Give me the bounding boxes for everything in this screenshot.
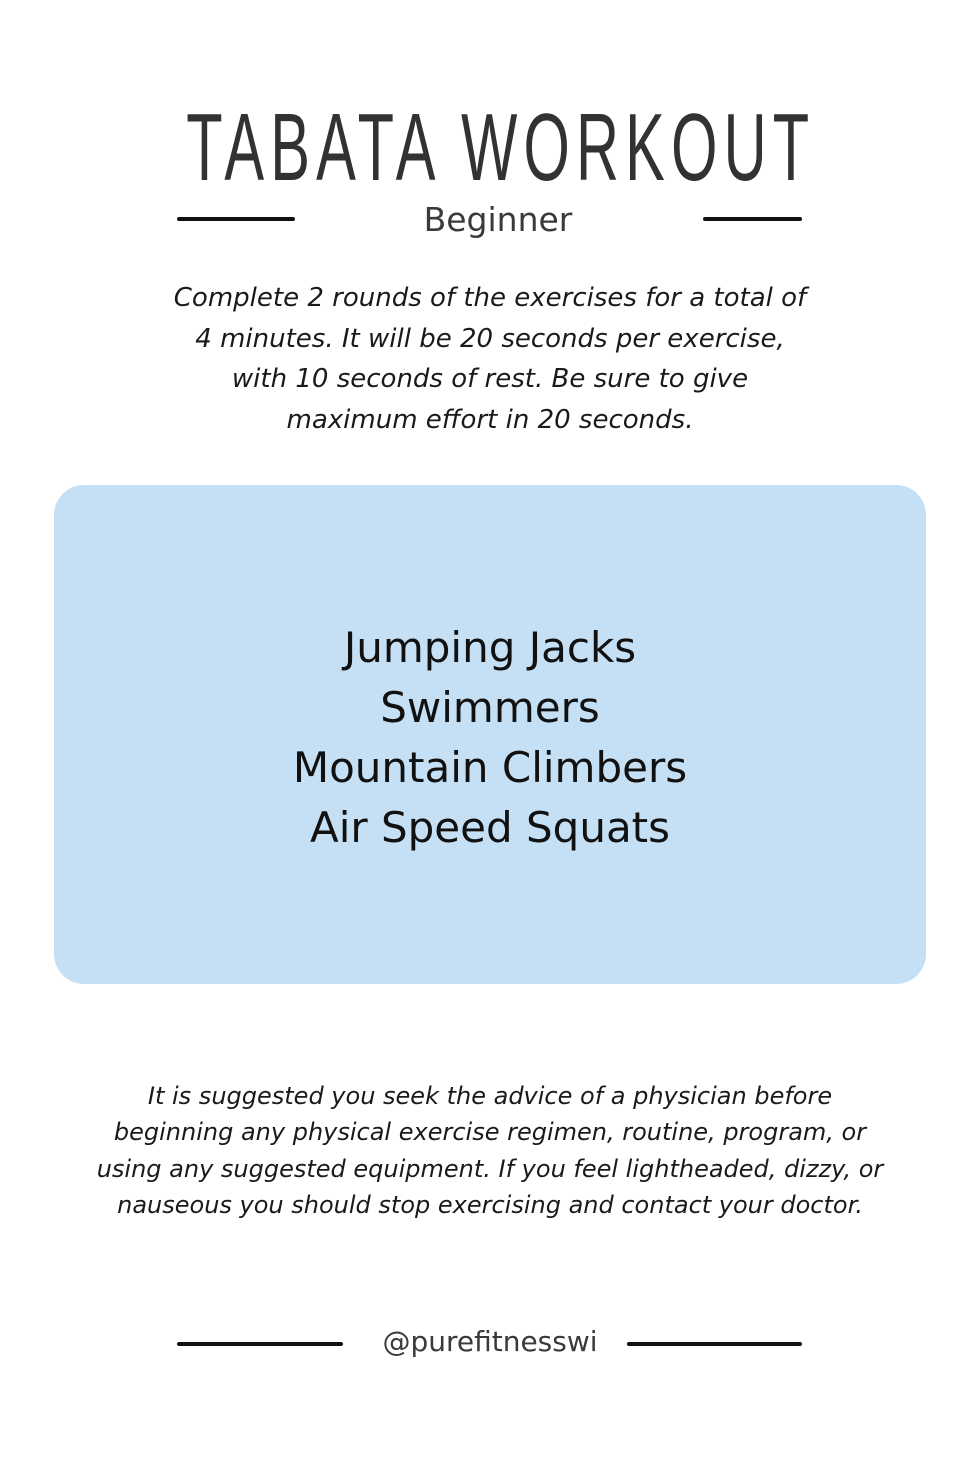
right-divider (627, 1342, 802, 1346)
exercise-item: Mountain Climbers (292, 743, 688, 792)
subtitle-row (0, 200, 980, 240)
disclaimer-text: It is suggested you seek the advice of a physician before beginning any physical exercise regimen, routine, program, or using any suggested equipment. If you feel lightheaded, dizzy, or nauseous you should stop exercising and contact your doctor. (96, 1082, 884, 1219)
page-title: TABATA WORKOUT (186, 94, 816, 201)
intro-text: Complete 2 rounds of the exercises for a total of 4 minutes. It will be 20 seconds per exercise, with 10 seconds of rest. Be sure to give maximum effort in 20 seconds. (173, 283, 807, 435)
social-handle: @purefitnesswi (382, 1325, 598, 1358)
exercise-item: Air Speed Squats (309, 803, 671, 852)
footer (0, 1322, 980, 1366)
level-subtitle: Beginner (423, 200, 573, 239)
exercise-item: Jumping Jacks (343, 623, 637, 672)
exercise-list (0, 618, 980, 858)
exercise-item: Swimmers (380, 683, 600, 732)
right-divider (703, 217, 802, 221)
